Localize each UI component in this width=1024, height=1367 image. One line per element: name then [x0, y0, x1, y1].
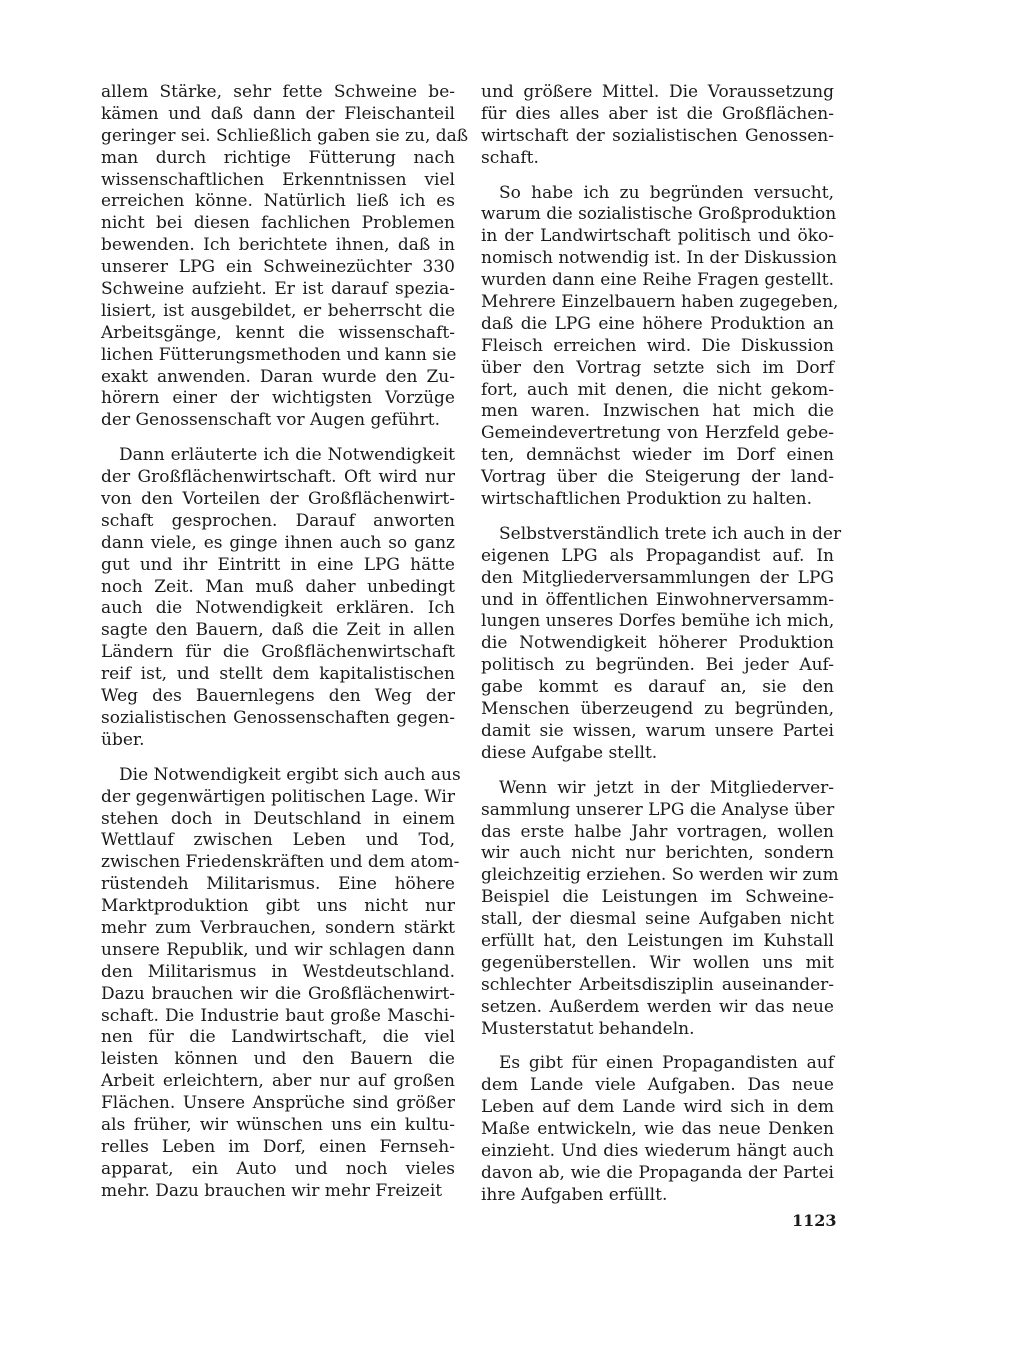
text-line: Flächen. Unsere Ansprüche sind größer: [101, 1093, 455, 1114]
text-line: Mehrere Einzelbauern haben zugegeben,: [481, 292, 839, 313]
paragraph: [481, 1053, 834, 1206]
text-line: sammlung unserer LPG die Analyse über: [481, 799, 835, 820]
text-line: bewenden. Ich berichtete ihnen, daß in: [101, 235, 455, 256]
text-line: Fleisch erreichen wird. Die Diskussion: [481, 335, 834, 356]
text-line: dem Lande viele Aufgaben. Das neue: [481, 1075, 834, 1096]
text-line: wissenschaftlichen Erkenntnissen viel: [101, 169, 455, 190]
text-line: der gegenwärtigen politischen Lage. Wir: [101, 786, 455, 807]
paragraph: [481, 82, 834, 170]
text-line: men waren. Inzwischen hat mich die: [481, 401, 834, 422]
text-line: leisten können und den Bauern die: [101, 1049, 455, 1070]
text-line: schaft gesprochen. Darauf anworten: [101, 510, 455, 531]
text-line: erfüllt hat, den Leistungen im Kuhstall: [481, 930, 834, 951]
text-line: wirtschaft der sozialistischen Genossen-: [481, 125, 834, 146]
text-line: wurden dann eine Reihe Fragen gestellt.: [481, 270, 834, 291]
text-line: wirtschaftlichen Produktion zu halten.: [481, 489, 813, 510]
text-line: die Notwendigkeit höherer Produktion: [481, 633, 834, 654]
text-line: reif ist, und stellt dem kapitalistischen: [101, 664, 455, 685]
text-line: sagte den Bauern, daß die Zeit in allen: [101, 620, 455, 641]
text-line: der Großflächenwirtschaft. Oft wird nur: [101, 467, 455, 488]
text-line: schaft. Die Industrie baut große Maschi-: [101, 1005, 455, 1026]
text-line: allem Stärke, sehr fette Schweine be-: [101, 82, 455, 102]
text-line: stehen doch in Deutschland in einem: [101, 808, 455, 829]
text-line: Selbstverständlich trete ich auch in der: [499, 523, 842, 544]
text-line: Dann erläuterte ich die Notwendigkeit: [119, 445, 455, 466]
text-line: Gemeindevertretung von Herzfeld gebe-: [481, 423, 834, 444]
text-line: nomisch notwendig ist. In der Diskussion: [481, 248, 837, 269]
right-column: [481, 82, 842, 1220]
text-line: lichen Fütterungsmethoden und kann sie: [101, 344, 457, 365]
text-line: sozialistischen Genossenschaften gegen-: [101, 707, 455, 728]
text-line: das erste halbe Jahr vortragen, wollen: [481, 821, 834, 842]
text-line: exakt anwenden. Daran wurde den Zu-: [101, 366, 455, 387]
text-line: lungen unseres Dorfes bemühe ich mich,: [481, 611, 835, 632]
text-line: fort, auch mit denen, die nicht gekom-: [481, 379, 834, 400]
text-line: zwischen Friedenskräften und dem atom-: [101, 852, 460, 873]
text-line: unsere Republik, und wir schlagen dann: [101, 939, 455, 960]
text-line: Ländern für die Großflächenwirtschaft: [101, 642, 455, 663]
text-line: ten, demnächst wieder im Dorf einen: [481, 445, 834, 466]
text-line: kämen und daß dann der Fleischanteil: [101, 103, 455, 124]
text-line: stall, der diesmal seine Aufgaben nicht: [481, 909, 834, 930]
paragraph: [481, 182, 839, 511]
text-line: lisiert, ist ausgebildet, er beherrscht die: [101, 300, 455, 321]
text-line: und in öffentlichen Einwohnerversamm-: [481, 589, 834, 610]
text-line: gabe kommt es darauf an, sie den: [481, 677, 834, 698]
text-line: den Militarismus in Westdeutschland.: [101, 961, 455, 982]
text-line: Menschen überzeugend zu begründen,: [481, 699, 834, 720]
text-line: Marktproduktion gibt uns nicht nur: [101, 896, 455, 917]
paragraph: [101, 82, 469, 432]
text-line: warum die sozialistische Großproduktion: [481, 204, 837, 225]
text-line: geringer sei. Schließlich gaben sie zu, daß: [101, 125, 469, 146]
text-line: in der Landwirtschaft politisch und öko-: [481, 226, 834, 247]
text-line: Dazu brauchen wir die Großflächenwirt-: [101, 983, 455, 1004]
text-line: den Mitgliederversammlungen der LPG: [481, 567, 834, 588]
text-line: mehr zum Verbrauchen, sondern stärkt: [101, 917, 455, 938]
paragraph: [481, 523, 842, 765]
text-line: gleichzeitig erziehen. So werden wir zum: [481, 865, 839, 886]
text-line: Wenn wir jetzt in der Mitgliederver-: [499, 777, 834, 798]
text-line: für dies alles aber ist die Großflächen-: [481, 103, 834, 124]
text-line: noch Zeit. Man muß daher unbedingt: [101, 576, 455, 597]
text-line: Leben auf dem Lande wird sich in dem: [481, 1097, 834, 1118]
text-line: setzen. Außerdem werden wir das neue: [481, 996, 834, 1017]
text-line: Es gibt für einen Propagandisten auf: [499, 1053, 834, 1074]
text-line: der Genossenschaft vor Augen geführt.: [101, 410, 440, 431]
text-line: man durch richtige Fütterung nach: [101, 147, 455, 168]
text-line: daß die LPG eine höhere Produktion an: [481, 313, 834, 334]
text-line: relles Leben im Dorf, einen Fernseh-: [101, 1136, 455, 1157]
text-line: Schweine aufzieht. Er ist darauf spezia-: [101, 279, 455, 300]
text-line: schlechter Arbeitsdisziplin auseinander-: [481, 974, 834, 995]
text-line: So habe ich zu begründen versucht,: [499, 182, 834, 203]
text-line: Arbeitsgänge, kennt die wissenschaft-: [101, 322, 455, 343]
text-line: auch die Notwendigkeit erklären. Ich: [101, 598, 455, 619]
text-line: rüstendeh Militarismus. Eine höhere: [101, 874, 455, 895]
text-line: Beispiel die Leistungen im Schweine-: [481, 887, 834, 908]
text-line: schaft.: [481, 147, 539, 168]
text-line: davon ab, wie die Propaganda der Partei: [481, 1162, 834, 1183]
text-line: Musterstatut behandeln.: [481, 1018, 695, 1039]
text-line: Die Notwendigkeit ergibt sich auch aus: [119, 764, 461, 785]
text-line: damit sie wissen, warum unsere Partei: [481, 720, 834, 741]
text-line: als früher, wir wünschen uns ein kultu-: [101, 1114, 455, 1135]
text-line: eigenen LPG als Propagandist auf. In: [481, 545, 834, 566]
text-line: über den Vortrag setzte sich im Dorf: [481, 357, 834, 378]
text-line: unserer LPG ein Schweinezüchter 330: [101, 257, 455, 278]
text-line: nicht bei diesen fachlichen Problemen: [101, 213, 455, 234]
text-line: einzieht. Und dies wiederum hängt auch: [481, 1140, 834, 1161]
text-line: über.: [101, 729, 145, 750]
text-line: ihre Aufgaben erfüllt.: [481, 1184, 668, 1205]
paragraph: [101, 445, 455, 751]
text-line: Wettlauf zwischen Leben und Tod,: [101, 830, 455, 851]
text-line: nen für die Landwirtschaft, die viel: [101, 1027, 455, 1048]
text-line: dann viele, es ginge ihnen auch so ganz: [101, 532, 455, 553]
text-line: Vortrag über die Steigerung der land-: [481, 467, 834, 488]
text-line: von den Vorteilen der Großflächenwirt-: [101, 489, 455, 510]
text-line: Weg des Bauernlegens den Weg der: [101, 686, 455, 707]
text-line: Maße entwickeln, wie das neue Denken: [481, 1119, 834, 1140]
text-line: gegenüberstellen. Wir wollen uns mit: [481, 952, 834, 973]
page-number: 1123: [792, 1211, 837, 1230]
text-line: erreichen könne. Natürlich ließ ich es: [101, 191, 455, 212]
text-line: mehr. Dazu brauchen wir mehr Freizeit: [101, 1180, 443, 1201]
text-line: und größere Mittel. Die Voraussetzung: [481, 82, 834, 102]
paragraph: [101, 764, 461, 1203]
text-line: hörern einer der wichtigsten Vorzüge: [101, 388, 455, 409]
text-line: diese Aufgabe stellt.: [481, 742, 658, 763]
text-line: Arbeit erleichtern, aber nur auf großen: [101, 1071, 455, 1092]
text-line: apparat, ein Auto und noch vieles: [101, 1158, 455, 1179]
text-line: politisch zu begründen. Bei jeder Auf-: [481, 655, 834, 676]
text-line: gut und ihr Eintritt in eine LPG hätte: [101, 554, 455, 575]
left-column: [101, 82, 469, 1216]
text-line: wir auch nicht nur berichten, sondern: [481, 843, 834, 864]
paragraph: [481, 777, 839, 1041]
